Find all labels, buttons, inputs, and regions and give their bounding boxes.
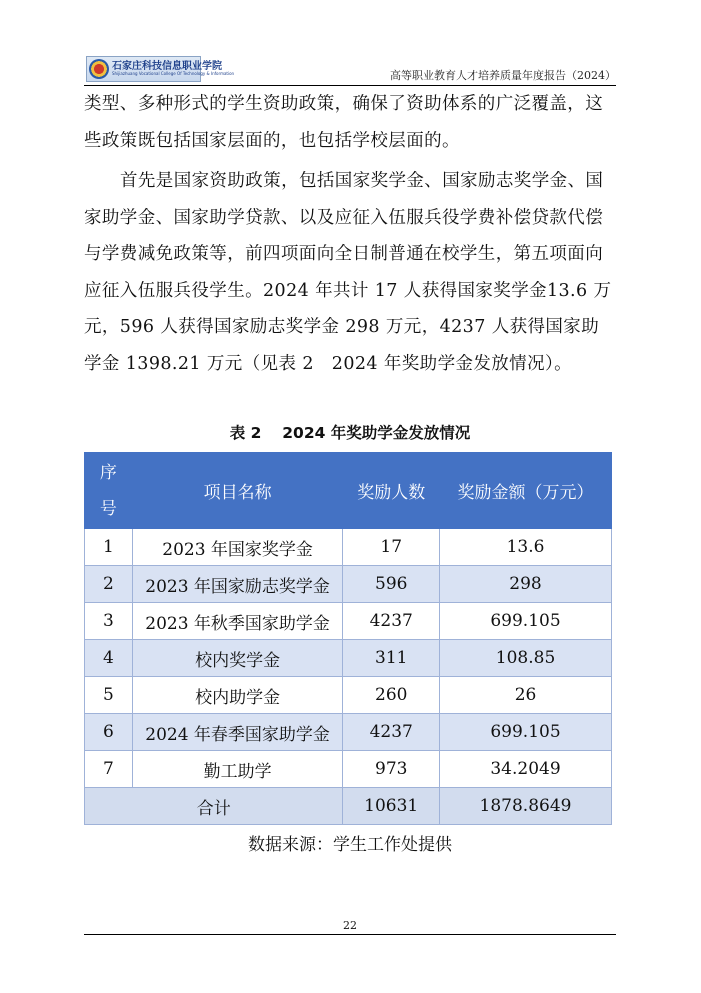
table-header-row xyxy=(85,453,612,529)
logo-english-name: Shijiazhuang Vocational College Of Technology & Information xyxy=(112,71,235,76)
row-count: 596 xyxy=(343,566,440,603)
college-logo xyxy=(86,56,235,82)
row-count: 311 xyxy=(343,640,440,677)
row-item-name: 校内奖学金 xyxy=(132,640,343,677)
row-count: 260 xyxy=(343,677,440,714)
row-index: 4 xyxy=(85,640,133,677)
row-amount: 699.105 xyxy=(440,603,612,640)
college-seal-icon xyxy=(89,59,109,79)
row-count: 17 xyxy=(343,529,440,566)
data-source-note: 数据来源：学生工作处提供 xyxy=(248,835,452,855)
row-item-name: 2023 年秋季国家助学金 xyxy=(132,603,343,640)
row-item-name: 校内助学金 xyxy=(132,677,343,714)
table-row xyxy=(85,640,612,677)
row-index: 7 xyxy=(85,751,133,788)
table-row xyxy=(85,566,612,603)
row-item-name: 2023 年国家励志奖学金 xyxy=(132,566,343,603)
row-count: 4237 xyxy=(343,603,440,640)
paragraph-2 xyxy=(84,163,616,382)
row-amount: 26 xyxy=(440,677,612,714)
table-row xyxy=(85,751,612,788)
page-header xyxy=(84,52,616,84)
row-index: 5 xyxy=(85,677,133,714)
table-row xyxy=(85,529,612,566)
header-amount: 奖励金额（万元） xyxy=(440,453,612,529)
table-row xyxy=(85,677,612,714)
row-amount: 34.2049 xyxy=(440,751,612,788)
row-amount: 13.6 xyxy=(440,529,612,566)
row-amount: 298 xyxy=(440,566,612,603)
row-item-name: 2024 年春季国家助学金 xyxy=(132,714,343,751)
report-title: 高等职业教育人才培养质量年度报告（2024） xyxy=(390,69,616,82)
row-count: 4237 xyxy=(343,714,440,751)
table-row xyxy=(85,714,612,751)
header-count: 奖励人数 xyxy=(343,453,440,529)
paragraph-text: 类型、多种形式的学生资助政策，确保了资助体系的广泛覆盖，这些政策既包括国家层面的，也包括学校层面的。 xyxy=(84,94,604,151)
total-count: 10631 xyxy=(343,788,440,825)
row-index: 1 xyxy=(85,529,133,566)
row-index: 2 xyxy=(85,566,133,603)
paragraph-text: 首先是国家资助政策，包括国家奖学金、国家励志奖学金、国家助学金、国家助学贷款、以及应征入伍服兵役学费补偿贷款代偿与学费减免政策等，前四项面向全日制普通在校学生，第五项面向应征入伍服兵役学生。2024 年共计 17 人获得国家奖学金13.6 万元，596 人获得国家励志奖学金 298 万元，4237 人获得国家助学金 1398.21 万元（见表 2 2024 年奖助学金发放情况）。 xyxy=(84,171,612,374)
footer-divider xyxy=(84,934,616,935)
row-amount: 699.105 xyxy=(440,714,612,751)
row-item-name: 勤工助学 xyxy=(132,751,343,788)
row-count: 973 xyxy=(343,751,440,788)
header-item-name: 项目名称 xyxy=(132,453,343,529)
total-label: 合计 xyxy=(85,788,343,825)
table-caption: 表 2 2024 年奖助学金发放情况 xyxy=(229,424,471,442)
row-index: 3 xyxy=(85,603,133,640)
row-amount: 108.85 xyxy=(440,640,612,677)
row-item-name: 2023 年国家奖学金 xyxy=(132,529,343,566)
total-amount: 1878.8649 xyxy=(440,788,612,825)
page-number: 22 xyxy=(343,919,357,932)
header-index: 序号 xyxy=(85,453,133,529)
row-index: 6 xyxy=(85,714,133,751)
logo-chinese-name: 石家庄科技信息职业学院 xyxy=(112,61,222,72)
table-total-row xyxy=(85,788,612,825)
paragraph-1 xyxy=(84,86,616,159)
table-row xyxy=(85,603,612,640)
scholarship-table xyxy=(84,452,612,825)
